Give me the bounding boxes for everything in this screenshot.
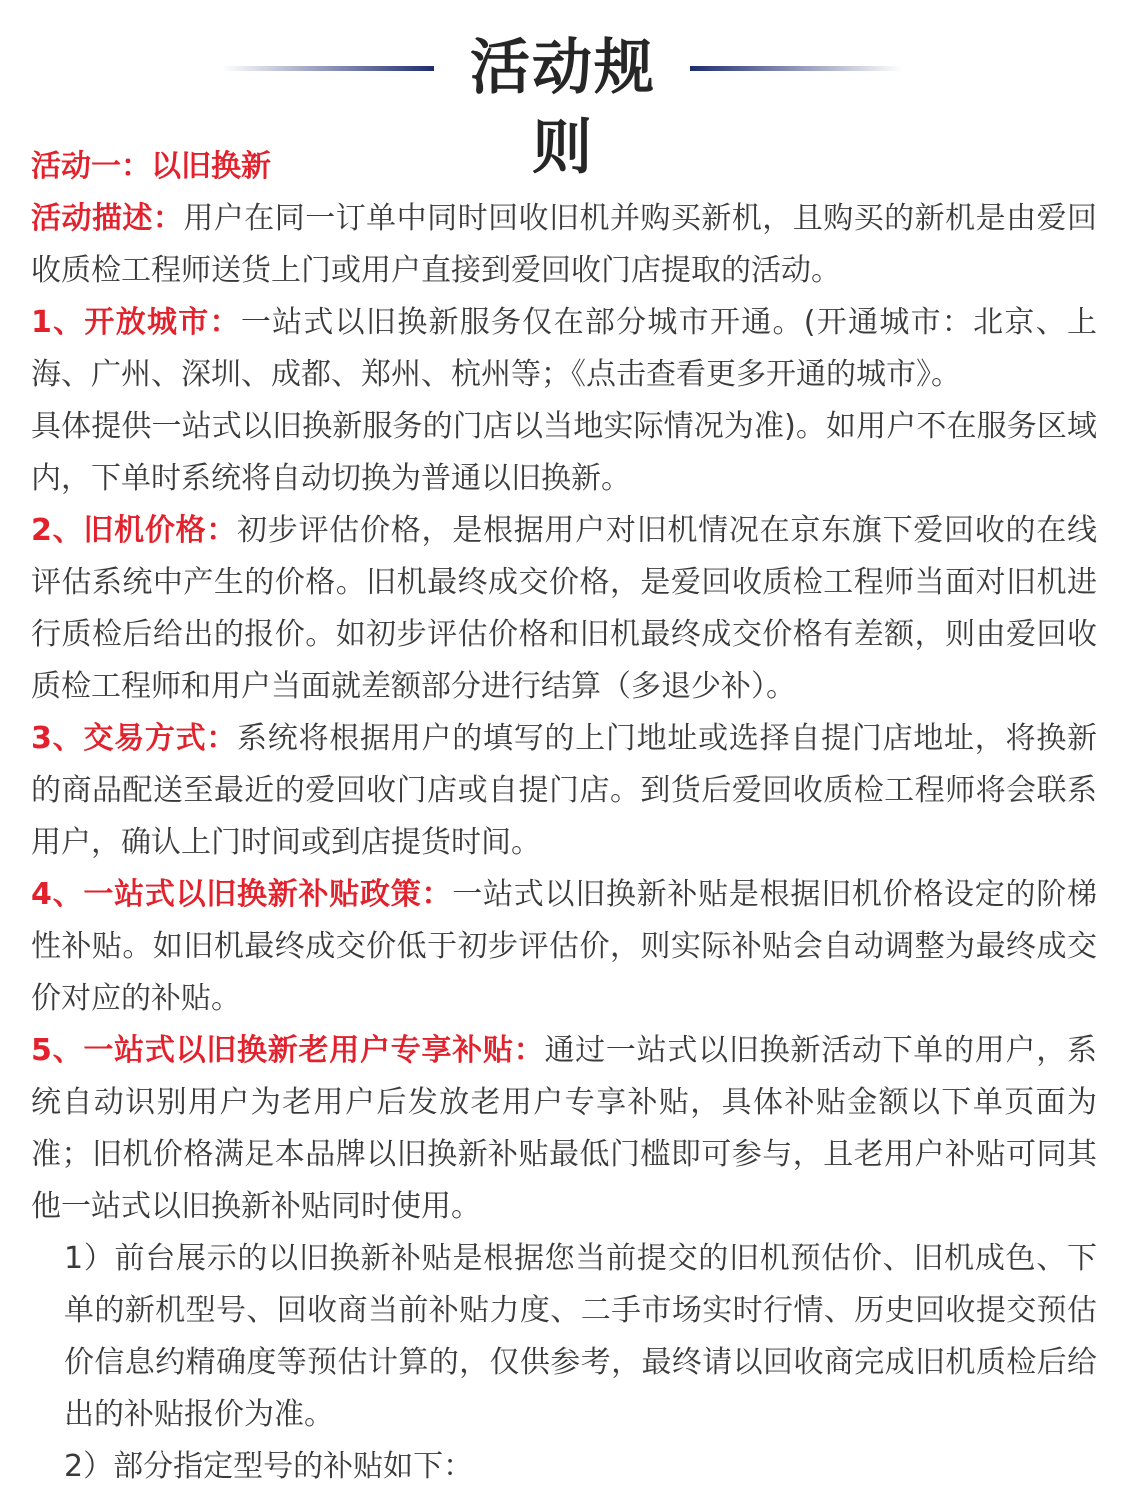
rule-5-heading: 5、一站式以旧换新老用户专享补贴： <box>31 1033 545 1068</box>
rule-1-text: 一站式以旧换新服务仅在部分城市开通。(开通城市：北京、上海、广州、深圳、成都、郑州、杭州等；《点击查看更多开通的城市》。 <box>31 305 1097 392</box>
rule-returning-user-subsidy <box>31 1025 1097 1233</box>
note-2 <box>31 1441 1097 1493</box>
rule-1-heading: 1、开放城市： <box>31 305 241 340</box>
rule-2-text: 初步评估价格，是根据用户对旧机情况在京东旗下爱回收的在线评估系统中产生的价格。旧机最终成交价格，是爱回收质检工程师当面对旧机进行质检后给出的报价。如初步评估价格和旧机最终成交价格有差额，则由爱回收质检工程师和用户当面就差额部分进行结算（多退少补）。 <box>31 513 1097 704</box>
rule-3-heading: 3、交易方式： <box>31 721 238 756</box>
rule-open-cities-detail <box>31 401 1097 505</box>
rule-4-heading: 4、一站式以旧换新补贴政策： <box>31 877 453 912</box>
rules-content <box>31 141 1097 1493</box>
rule-subsidy-policy <box>31 869 1097 1025</box>
note-1 <box>31 1233 1097 1441</box>
rule-open-cities <box>31 297 1097 401</box>
note-1-text: 1）前台展示的以旧换新补贴是根据您当前提交的旧机预估价、旧机成色、下单的新机型号、回收商当前补贴力度、二手市场实时行情、历史回收提交预估价信息约精确度等预估计算的，仅供参考，最终请以回收商完成旧机质检后给出的补贴报价为准。 <box>64 1241 1097 1432</box>
rule-5-text: 通过一站式以旧换新活动下单的用户，系统自动识别用户为老用户后发放老用户专享补贴，具体补贴金额以下单页面为准；旧机价格满足本品牌以旧换新补贴最低门槛即可参与，且老用户补贴可同其他一站式以旧换新补贴同时使用。 <box>31 1033 1097 1224</box>
description-text: 用户在同一订单中同时回收旧机并购买新机，且购买的新机是由爱回收质检工程师送货上门或用户直接到爱回收门店提取的活动。 <box>31 201 1098 288</box>
rule-old-device-price <box>31 505 1097 713</box>
rule-2-heading: 2、旧机价格： <box>31 513 238 548</box>
activity-description <box>31 193 1097 297</box>
header-divider-right <box>690 66 902 71</box>
header-divider-left <box>222 66 434 71</box>
activity-one-title <box>31 141 1097 193</box>
rule-transaction-method <box>31 713 1097 869</box>
rule-1-detail-text: 具体提供一站式以旧换新服务的门店以当地实际情况为准)。如用户不在服务区域内，下单时系统将自动切换为普通以旧换新。 <box>31 409 1097 496</box>
note-2-text: 2）部分指定型号的补贴如下： <box>64 1449 474 1484</box>
activity-one-heading: 活动一：以旧换新 <box>31 149 271 184</box>
description-heading: 活动描述： <box>31 201 184 236</box>
rule-4-text: 一站式以旧换新补贴是根据旧机价格设定的阶梯性补贴。如旧机最终成交价低于初步评估价，则实际补贴会自动调整为最终成交价对应的补贴。 <box>31 877 1098 1016</box>
page-title: 活动规则 <box>470 33 656 183</box>
rule-3-text: 系统将根据用户的填写的上门地址或选择自提门店地址，将换新的商品配送至最近的爱回收门店或自提门店。到货后爱回收质检工程师将会联系用户，确认上门时间或到店提货时间。 <box>31 721 1097 860</box>
